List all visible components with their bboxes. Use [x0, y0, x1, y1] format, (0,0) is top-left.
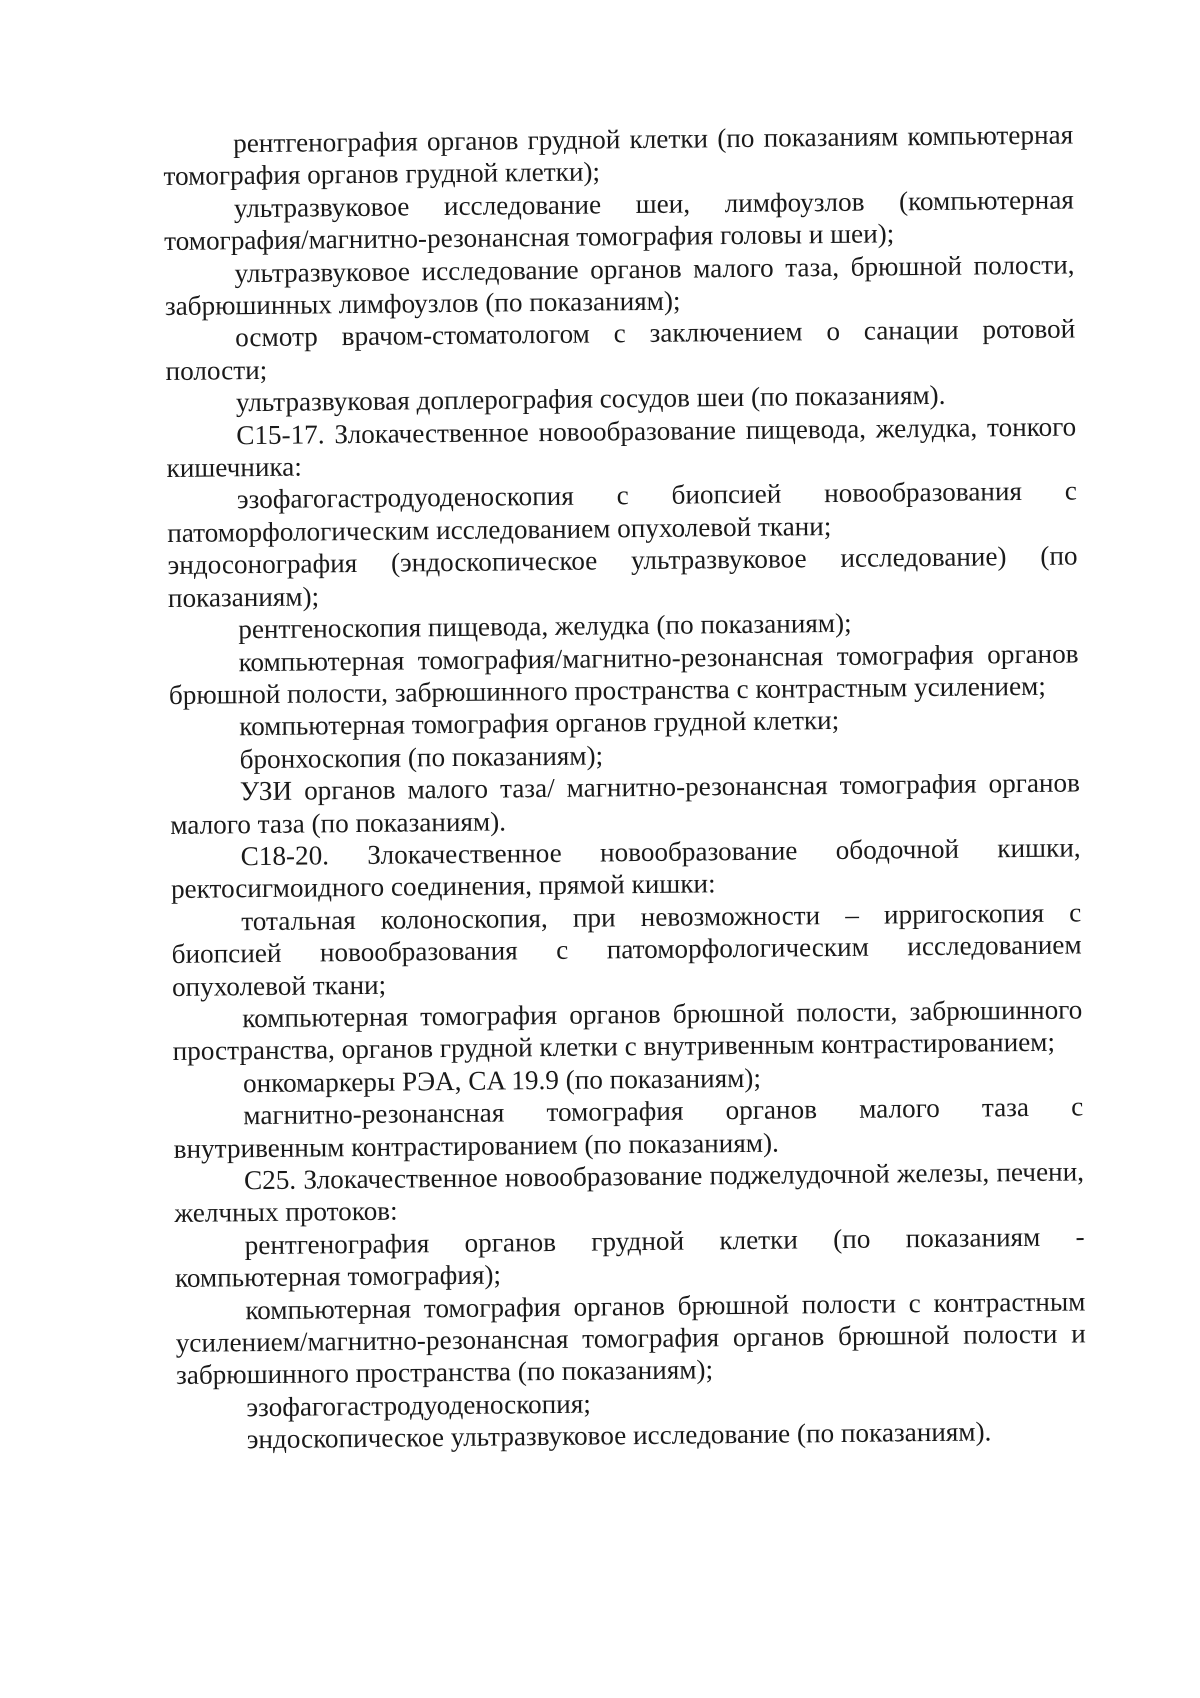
paragraph-pelvis-ultrasound: ультразвуковое исследование органов малого таза, брюшной полости, забрюшинных лимфоузлов (по показаниям);	[164, 249, 1075, 322]
paragraph-colonoscopy: тотальная колоноскопия, при невозможности – ирригоскопия с биопсией новообразования с патоморфологическим исследованием опухолевой ткани;	[171, 897, 1082, 1002]
paragraph-abdomen-ct-c25: компьютерная томография органов брюшной полости с контрастным усилением/магнитно-резонансная томография органов брюшной полости и забрюшинного пространства (по показаниям);	[175, 1286, 1086, 1391]
paragraph-tumor-markers: онкомаркеры РЭА, CA 19.9 (по показаниям);	[242, 1062, 762, 1098]
section-heading-c15-17: C15-17. Злокачественное новообразование пищевода, желудка, тонкого кишечника:	[166, 411, 1077, 484]
paragraph-chest-xray-c25: рентгенография органов грудной клетки (по показаниям - компьютерная томография);	[174, 1221, 1085, 1294]
paragraph-pelvis-uzi-mri: УЗИ органов малого таза/ магнитно-резонансная томография органов малого таза (по показаниям).	[170, 767, 1081, 840]
section-heading-c18-20: C18-20. Злокачественное новообразование ободочной кишки, ректосигмоидного соединения, прямой кишки:	[170, 832, 1081, 905]
paragraph-abdomen-ct-mri: компьютерная томография/магнитно-резонансная томография органов брюшной полости, забрюшинного пространства с контрастным усилением;	[168, 637, 1079, 710]
paragraph-egds: эзофагогастродуоденоскопия;	[246, 1388, 591, 1423]
paragraph-chest-ct: компьютерная томография органов грудной клетки;	[239, 705, 840, 742]
paragraph-endosonography: эндосонография (эндоскопическое ультразвуковое исследование) (по показаниям);	[167, 540, 1078, 613]
paragraph-neck-ultrasound: ультразвуковое исследование шеи, лимфоузлов (компьютерная томография/магнитно-резонансная томография головы и шеи);	[164, 184, 1074, 257]
paragraph-dentist-exam: осмотр врачом-стоматологом с заключением о санации ротовой полости;	[165, 313, 1076, 386]
paragraph-abdomen-chest-ct: компьютерная томография органов брюшной полости, забрюшинного пространства, органов грудной клетки с внутривенным контрастированием;	[172, 994, 1083, 1067]
paragraph-neck-doppler: ультразвуковая доплерография сосудов шеи (по показаниям).	[235, 380, 946, 418]
paragraph-endoscopic-ultrasound: эндоскопическое ультразвуковое исследование (по показаниям).	[246, 1416, 992, 1455]
paragraph-fluoroscopy: рентгеноскопия пищевода, желудка (по показаниям);	[238, 607, 852, 645]
paragraph-bronchoscopy: бронхоскопия (по показаниям);	[239, 740, 604, 774]
section-heading-c25: C25. Злокачественное новообразование поджелудочной железы, печени, желчных протоков:	[174, 1156, 1085, 1229]
paragraph-chest-xray: рентгенография органов грудной клетки (по показаниям компьютерная томография органов грудной клетки);	[163, 119, 1074, 192]
document-body	[163, 118, 1087, 1456]
paragraph-egds-biopsy: эзофагогастродуоденоскопия с биопсией новообразования с патоморфологическим исследованием опухолевой ткани;	[167, 475, 1078, 548]
paragraph-pelvis-mri: магнитно-резонансная томография органов малого таза с внутривенным контрастированием (по показаниям).	[173, 1091, 1084, 1164]
